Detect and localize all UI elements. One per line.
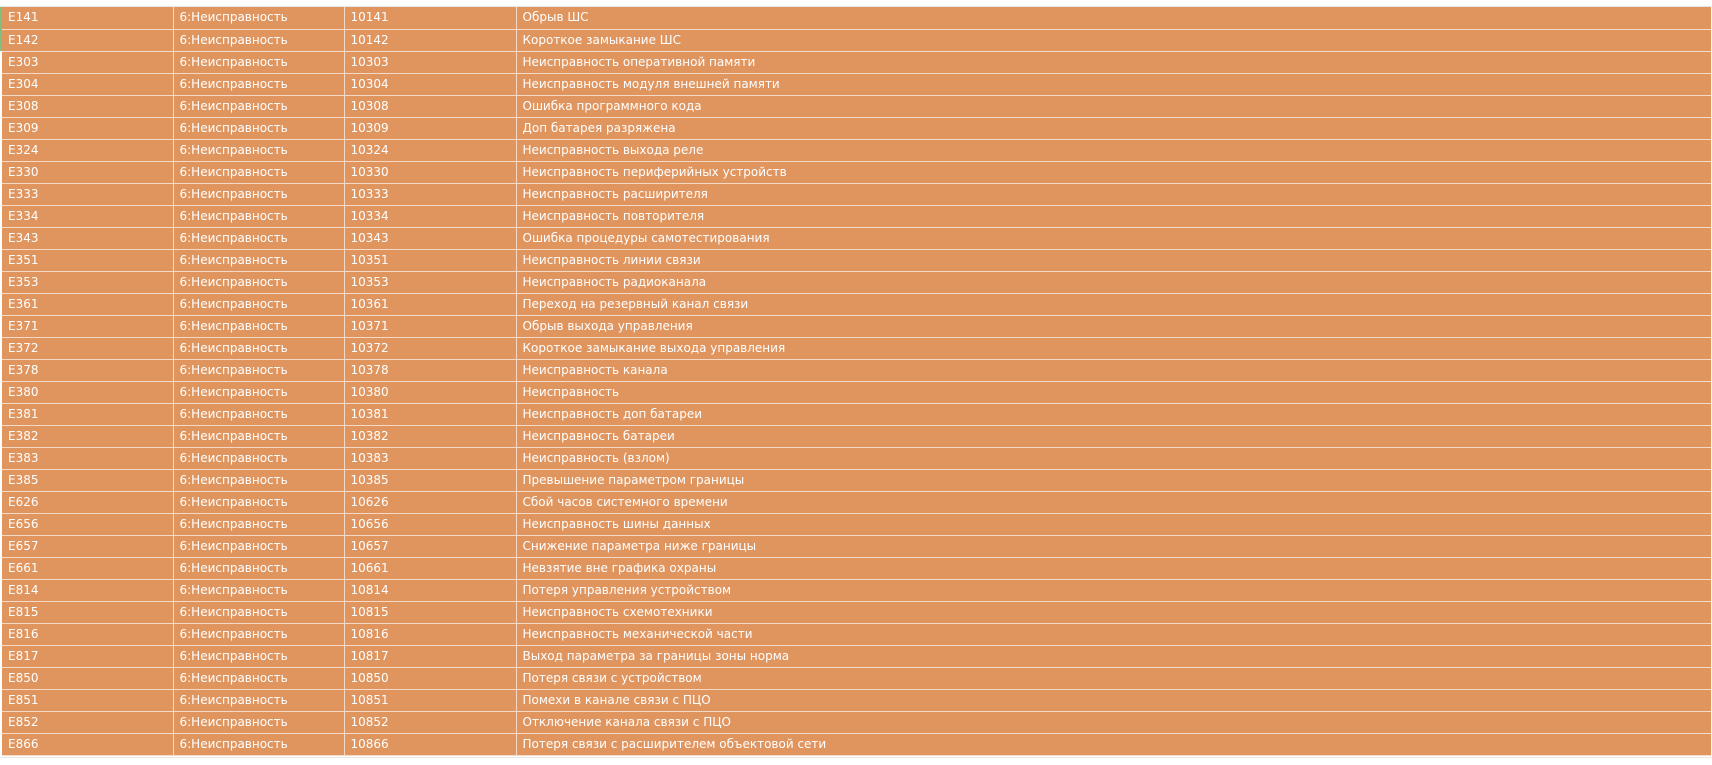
event-code-cell[interactable]: E141 <box>2 7 173 29</box>
table-row[interactable] <box>2 139 1711 161</box>
table-row[interactable] <box>2 227 1711 249</box>
table-row[interactable] <box>2 381 1711 403</box>
event-number-cell[interactable]: 10351 <box>344 249 516 271</box>
event-type-cell[interactable]: 6:Неисправность <box>173 733 344 755</box>
event-type-cell[interactable]: 6:Неисправность <box>173 315 344 337</box>
table-row[interactable] <box>2 469 1711 491</box>
table-bottom-divider <box>0 757 1712 758</box>
event-number-cell[interactable]: 10142 <box>344 29 516 51</box>
event-type-cell[interactable]: 6:Неисправность <box>173 623 344 645</box>
event-type-cell[interactable]: 6:Неисправность <box>173 161 344 183</box>
event-number-cell[interactable]: 10850 <box>344 667 516 689</box>
event-type-cell[interactable]: 6:Неисправность <box>173 205 344 227</box>
event-code-cell[interactable]: E852 <box>2 711 173 733</box>
event-code-cell[interactable]: E371 <box>2 315 173 337</box>
table-row[interactable] <box>2 535 1711 557</box>
event-code-cell[interactable]: E866 <box>2 733 173 755</box>
event-type-cell[interactable]: 6:Неисправность <box>173 29 344 51</box>
table-row[interactable] <box>2 645 1711 667</box>
event-code-cell[interactable]: E353 <box>2 271 173 293</box>
event-type-cell[interactable]: 6:Неисправность <box>173 535 344 557</box>
event-description-cell[interactable]: Неисправность схемотехники <box>516 601 1711 623</box>
event-number-cell[interactable]: 10382 <box>344 425 516 447</box>
event-description-cell[interactable]: Переход на резервный канал связи <box>516 293 1711 315</box>
event-type-cell[interactable]: 6:Неисправность <box>173 667 344 689</box>
event-number-cell[interactable]: 10334 <box>344 205 516 227</box>
event-description-cell[interactable]: Неисправность модуля внешней памяти <box>516 73 1711 95</box>
event-code-cell[interactable]: E304 <box>2 73 173 95</box>
event-code-cell[interactable]: E657 <box>2 535 173 557</box>
event-description-cell[interactable]: Ошибка процедуры самотестирования <box>516 227 1711 249</box>
event-type-cell[interactable]: 6:Неисправность <box>173 711 344 733</box>
event-description-cell[interactable]: Невзятие вне графика охраны <box>516 557 1711 579</box>
event-type-cell[interactable]: 6:Неисправность <box>173 381 344 403</box>
event-type-cell[interactable]: 6:Неисправность <box>173 183 344 205</box>
event-description-cell[interactable]: Потеря связи с устройством <box>516 667 1711 689</box>
event-number-cell[interactable]: 10353 <box>344 271 516 293</box>
table-row[interactable] <box>2 249 1711 271</box>
event-type-cell[interactable]: 6:Неисправность <box>173 271 344 293</box>
event-number-cell[interactable]: 10372 <box>344 337 516 359</box>
event-type-cell[interactable]: 6:Неисправность <box>173 95 344 117</box>
table-row[interactable] <box>2 601 1711 623</box>
event-type-cell[interactable]: 6:Неисправность <box>173 601 344 623</box>
event-description-cell[interactable]: Потеря управления устройством <box>516 579 1711 601</box>
event-description-cell[interactable]: Короткое замыкание выхода управления <box>516 337 1711 359</box>
event-code-cell[interactable]: E656 <box>2 513 173 535</box>
event-type-cell[interactable]: 6:Неисправность <box>173 337 344 359</box>
event-number-cell[interactable]: 10303 <box>344 51 516 73</box>
event-code-cell[interactable]: E343 <box>2 227 173 249</box>
event-description-cell[interactable]: Помехи в канале связи с ПЦО <box>516 689 1711 711</box>
event-code-cell[interactable]: E303 <box>2 51 173 73</box>
event-description-cell[interactable]: Неисправность <box>516 381 1711 403</box>
event-code-cell[interactable]: E815 <box>2 601 173 623</box>
table-row[interactable] <box>2 183 1711 205</box>
event-number-cell[interactable]: 10815 <box>344 601 516 623</box>
event-code-cell[interactable]: E380 <box>2 381 173 403</box>
event-type-cell[interactable]: 6:Неисправность <box>173 447 344 469</box>
table-row[interactable] <box>2 447 1711 469</box>
event-code-cell[interactable]: E142 <box>2 29 173 51</box>
table-row[interactable] <box>2 51 1711 73</box>
event-codes-table <box>2 7 1711 756</box>
event-description-cell[interactable]: Неисправность шины данных <box>516 513 1711 535</box>
table-row[interactable] <box>2 7 1711 29</box>
event-number-cell[interactable]: 10817 <box>344 645 516 667</box>
event-number-cell[interactable]: 10381 <box>344 403 516 425</box>
table-row[interactable] <box>2 73 1711 95</box>
event-type-cell[interactable]: 6:Неисправность <box>173 227 344 249</box>
event-description-cell[interactable]: Неисправность линии связи <box>516 249 1711 271</box>
event-number-cell[interactable]: 10304 <box>344 73 516 95</box>
table-row[interactable] <box>2 161 1711 183</box>
event-description-cell[interactable]: Сбой часов системного времени <box>516 491 1711 513</box>
event-number-cell[interactable]: 10814 <box>344 579 516 601</box>
event-number-cell[interactable]: 10656 <box>344 513 516 535</box>
event-description-cell[interactable]: Выход параметра за границы зоны норма <box>516 645 1711 667</box>
table-row[interactable] <box>2 205 1711 227</box>
table-row[interactable] <box>2 491 1711 513</box>
event-type-cell[interactable]: 6:Неисправность <box>173 469 344 491</box>
event-number-cell[interactable]: 10851 <box>344 689 516 711</box>
event-description-cell[interactable]: Неисправность периферийных устройств <box>516 161 1711 183</box>
event-number-cell[interactable]: 10330 <box>344 161 516 183</box>
event-number-cell[interactable]: 10626 <box>344 491 516 513</box>
table-row[interactable] <box>2 623 1711 645</box>
event-description-cell[interactable]: Ошибка программного кода <box>516 95 1711 117</box>
event-description-cell[interactable]: Доп батарея разряжена <box>516 117 1711 139</box>
event-type-cell[interactable]: 6:Неисправность <box>173 139 344 161</box>
event-number-cell[interactable]: 10385 <box>344 469 516 491</box>
event-type-cell[interactable]: 6:Неисправность <box>173 645 344 667</box>
event-number-cell[interactable]: 10661 <box>344 557 516 579</box>
event-type-cell[interactable]: 6:Неисправность <box>173 491 344 513</box>
event-code-cell[interactable]: E351 <box>2 249 173 271</box>
event-type-cell[interactable]: 6:Неисправность <box>173 689 344 711</box>
event-description-cell[interactable]: Превышение параметром границы <box>516 469 1711 491</box>
event-description-cell[interactable]: Неисправность радиоканала <box>516 271 1711 293</box>
table-row[interactable] <box>2 667 1711 689</box>
event-type-cell[interactable]: 6:Неисправность <box>173 117 344 139</box>
event-type-cell[interactable]: 6:Неисправность <box>173 557 344 579</box>
event-code-cell[interactable]: E334 <box>2 205 173 227</box>
event-type-cell[interactable]: 6:Неисправность <box>173 293 344 315</box>
event-number-cell[interactable]: 10816 <box>344 623 516 645</box>
table-row[interactable] <box>2 359 1711 381</box>
event-code-cell[interactable]: E372 <box>2 337 173 359</box>
event-description-cell[interactable]: Снижение параметра ниже границы <box>516 535 1711 557</box>
event-number-cell[interactable]: 10324 <box>344 139 516 161</box>
event-type-cell[interactable]: 6:Неисправность <box>173 249 344 271</box>
table-row[interactable] <box>2 513 1711 535</box>
event-type-cell[interactable]: 6:Неисправность <box>173 51 344 73</box>
event-description-cell[interactable]: Неисправность доп батареи <box>516 403 1711 425</box>
event-number-cell[interactable]: 10383 <box>344 447 516 469</box>
event-type-cell[interactable]: 6:Неисправность <box>173 579 344 601</box>
event-code-cell[interactable]: E330 <box>2 161 173 183</box>
event-number-cell[interactable]: 10866 <box>344 733 516 755</box>
event-number-cell[interactable]: 10657 <box>344 535 516 557</box>
event-description-cell[interactable]: Неисправность канала <box>516 359 1711 381</box>
event-number-cell[interactable]: 10361 <box>344 293 516 315</box>
event-code-cell[interactable]: E817 <box>2 645 173 667</box>
table-row[interactable] <box>2 711 1711 733</box>
table-row[interactable] <box>2 403 1711 425</box>
event-description-cell[interactable]: Неисправность выхода реле <box>516 139 1711 161</box>
event-code-cell[interactable]: E814 <box>2 579 173 601</box>
event-code-cell[interactable]: E851 <box>2 689 173 711</box>
event-number-cell[interactable]: 10380 <box>344 381 516 403</box>
event-type-cell[interactable]: 6:Неисправность <box>173 7 344 29</box>
event-code-cell[interactable]: E850 <box>2 667 173 689</box>
event-code-cell[interactable]: E333 <box>2 183 173 205</box>
event-type-cell[interactable]: 6:Неисправность <box>173 403 344 425</box>
table-row[interactable] <box>2 425 1711 447</box>
event-number-cell[interactable]: 10378 <box>344 359 516 381</box>
event-code-cell[interactable]: E816 <box>2 623 173 645</box>
table-row[interactable] <box>2 271 1711 293</box>
event-code-cell[interactable]: E381 <box>2 403 173 425</box>
table-row[interactable] <box>2 579 1711 601</box>
table-row[interactable] <box>2 29 1711 51</box>
table-row[interactable] <box>2 293 1711 315</box>
event-number-cell[interactable]: 10141 <box>344 7 516 29</box>
table-row[interactable] <box>2 117 1711 139</box>
event-number-cell[interactable]: 10852 <box>344 711 516 733</box>
event-description-cell[interactable]: Обрыв выхода управления <box>516 315 1711 337</box>
event-number-cell[interactable]: 10308 <box>344 95 516 117</box>
event-code-cell[interactable]: E378 <box>2 359 173 381</box>
event-code-cell[interactable]: E661 <box>2 557 173 579</box>
event-description-cell[interactable]: Неисправность расширителя <box>516 183 1711 205</box>
event-description-cell[interactable]: Неисправность повторителя <box>516 205 1711 227</box>
event-code-cell[interactable]: E626 <box>2 491 173 513</box>
event-code-cell[interactable]: E324 <box>2 139 173 161</box>
event-type-cell[interactable]: 6:Неисправность <box>173 359 344 381</box>
event-number-cell[interactable]: 10333 <box>344 183 516 205</box>
event-type-cell[interactable]: 6:Неисправность <box>173 425 344 447</box>
event-description-cell[interactable]: Неисправность оперативной памяти <box>516 51 1711 73</box>
event-description-cell[interactable]: Неисправность батареи <box>516 425 1711 447</box>
event-description-cell[interactable]: Отключение канала связи с ПЦО <box>516 711 1711 733</box>
event-type-cell[interactable]: 6:Неисправность <box>173 73 344 95</box>
event-code-cell[interactable]: E309 <box>2 117 173 139</box>
event-number-cell[interactable]: 10309 <box>344 117 516 139</box>
table-row[interactable] <box>2 689 1711 711</box>
event-description-cell[interactable]: Неисправность (взлом) <box>516 447 1711 469</box>
event-code-cell[interactable]: E361 <box>2 293 173 315</box>
table-row[interactable] <box>2 733 1711 755</box>
table-row[interactable] <box>2 557 1711 579</box>
event-code-cell[interactable]: E385 <box>2 469 173 491</box>
table-row[interactable] <box>2 337 1711 359</box>
table-body <box>2 7 1711 755</box>
event-type-cell[interactable]: 6:Неисправность <box>173 513 344 535</box>
event-description-cell[interactable]: Неисправность механической части <box>516 623 1711 645</box>
event-description-cell[interactable]: Короткое замыкание ШС <box>516 29 1711 51</box>
table-row[interactable] <box>2 315 1711 337</box>
event-number-cell[interactable]: 10371 <box>344 315 516 337</box>
event-number-cell[interactable]: 10343 <box>344 227 516 249</box>
event-code-cell[interactable]: E308 <box>2 95 173 117</box>
table-header-gap <box>0 0 1712 7</box>
event-code-cell[interactable]: E383 <box>2 447 173 469</box>
event-description-cell[interactable]: Потеря связи с расширителем объектовой сети <box>516 733 1711 755</box>
event-description-cell[interactable]: Обрыв ШС <box>516 7 1711 29</box>
table-row[interactable] <box>2 95 1711 117</box>
event-code-cell[interactable]: E382 <box>2 425 173 447</box>
